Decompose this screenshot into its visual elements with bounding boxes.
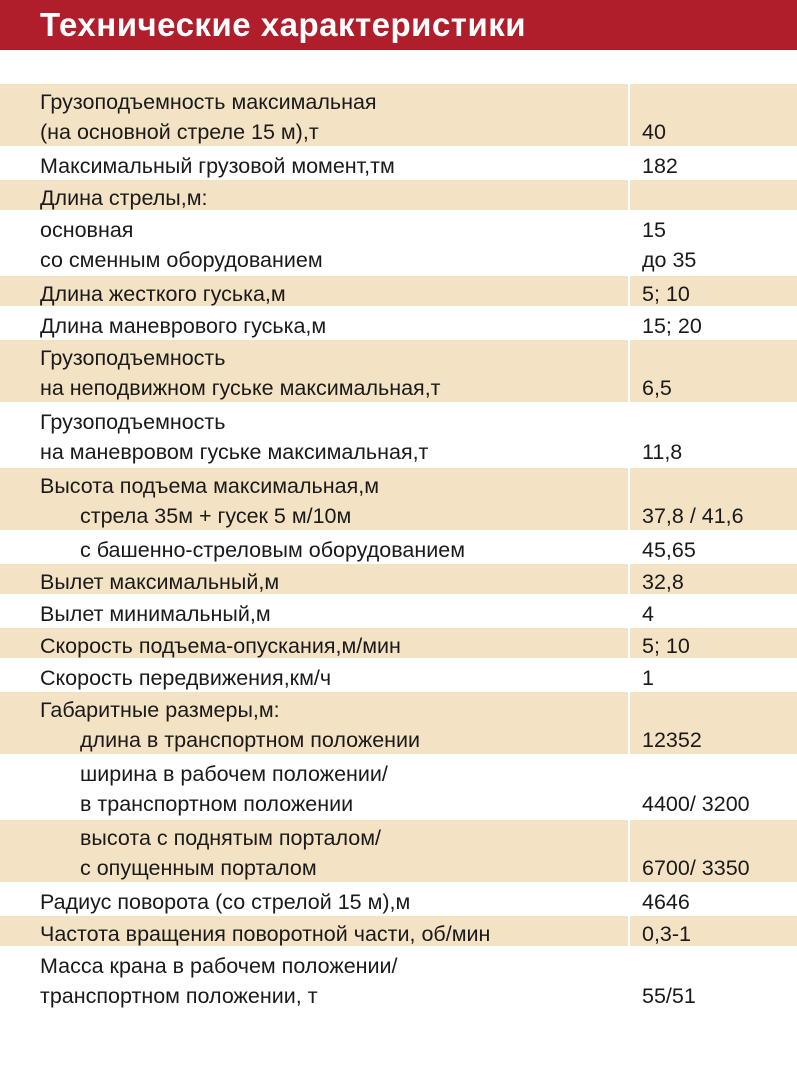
spec-value: 4646 bbox=[642, 890, 690, 914]
spec-label: (на основной стреле 15 м),т bbox=[40, 120, 319, 144]
spec-value: 15; 20 bbox=[642, 314, 702, 338]
header-spacer bbox=[0, 50, 797, 84]
column-divider bbox=[628, 564, 630, 594]
spec-row bbox=[0, 916, 797, 948]
column-divider bbox=[628, 340, 630, 402]
column-divider bbox=[628, 276, 630, 306]
spec-row bbox=[0, 276, 797, 308]
spec-row bbox=[0, 692, 797, 756]
spec-row bbox=[0, 308, 797, 340]
spec-label: на неподвижном гуське максимальная,т bbox=[40, 376, 441, 400]
column-divider bbox=[628, 948, 630, 1010]
spec-value: 4400/ 3200 bbox=[642, 792, 750, 816]
column-divider bbox=[628, 404, 630, 466]
column-divider bbox=[628, 916, 630, 946]
column-divider bbox=[628, 148, 630, 178]
column-divider bbox=[628, 820, 630, 882]
column-divider bbox=[628, 692, 630, 754]
spec-label: Грузоподъемность bbox=[40, 346, 226, 370]
spec-value: 6,5 bbox=[642, 376, 672, 400]
spec-label: на маневровом гуське максимальная,т bbox=[40, 440, 429, 464]
spec-row bbox=[0, 756, 797, 820]
spec-label: транспортном положении, т bbox=[40, 984, 318, 1008]
spec-label: ширина в рабочем положении/ bbox=[80, 762, 388, 786]
spec-row bbox=[0, 820, 797, 884]
spec-label: стрела 35м + гусек 5 м/10м bbox=[80, 504, 352, 528]
spec-label: Скорость подъема-опускания,м/мин bbox=[40, 634, 401, 658]
spec-row bbox=[0, 532, 797, 564]
column-divider bbox=[628, 468, 630, 530]
column-divider bbox=[628, 180, 630, 210]
spec-label: Высота подъема максимальная,м bbox=[40, 474, 379, 498]
spec-value: 182 bbox=[642, 154, 678, 178]
spec-value: 12352 bbox=[642, 728, 702, 752]
spec-row bbox=[0, 596, 797, 628]
spec-label: Габаритные размеры,м: bbox=[40, 698, 280, 722]
spec-label: Масса крана в рабочем положении/ bbox=[40, 954, 398, 978]
column-divider bbox=[628, 596, 630, 626]
spec-value: 1 bbox=[642, 666, 654, 690]
spec-label: со сменным оборудованием bbox=[40, 248, 323, 272]
spec-row bbox=[0, 148, 797, 180]
spec-label: с опущенным порталом bbox=[80, 856, 317, 880]
spec-value: 5; 10 bbox=[642, 282, 690, 306]
column-divider bbox=[628, 660, 630, 690]
spec-label: Длина маневрового гуська,м bbox=[40, 314, 327, 338]
spec-value: 32,8 bbox=[642, 570, 684, 594]
spec-label: Радиус поворота (со стрелой 15 м),м bbox=[40, 890, 411, 914]
spec-row bbox=[0, 404, 797, 468]
column-divider bbox=[628, 308, 630, 338]
spec-value: 45,65 bbox=[642, 538, 696, 562]
spec-label: с башенно-стреловым оборудованием bbox=[80, 538, 465, 562]
spec-label: высота с поднятым порталом/ bbox=[80, 826, 381, 850]
spec-label: Вылет максимальный,м bbox=[40, 570, 280, 594]
column-divider bbox=[628, 756, 630, 818]
spec-label: Длина стрелы,м: bbox=[40, 186, 208, 210]
spec-label: в транспортном положении bbox=[80, 792, 354, 816]
column-divider bbox=[628, 84, 630, 146]
spec-value: 5; 10 bbox=[642, 634, 690, 658]
spec-row bbox=[0, 564, 797, 596]
spec-row bbox=[0, 84, 797, 148]
spec-row bbox=[0, 660, 797, 692]
spec-label: Грузоподъемность максимальная bbox=[40, 90, 377, 114]
spec-value: 11,8 bbox=[642, 440, 683, 464]
spec-row bbox=[0, 884, 797, 916]
spec-value: 4 bbox=[642, 602, 654, 626]
spec-label: Длина жесткого гуська,м bbox=[40, 282, 286, 306]
spec-label: Скорость передвижения,км/ч bbox=[40, 666, 332, 690]
spec-label: Частота вращения поворотной части, об/мин bbox=[40, 922, 491, 946]
header-bar bbox=[0, 0, 797, 50]
spec-row bbox=[0, 948, 797, 1012]
spec-row bbox=[0, 468, 797, 532]
spec-row bbox=[0, 180, 797, 212]
spec-value: 0,3-1 bbox=[642, 922, 692, 946]
spec-label: Максимальный грузовой момент,тм bbox=[40, 154, 395, 178]
spec-value: 40 bbox=[642, 120, 666, 144]
spec-label: длина в транспортном положении bbox=[80, 728, 421, 752]
spec-label: Грузоподъемность bbox=[40, 410, 226, 434]
spec-row bbox=[0, 212, 797, 276]
column-divider bbox=[628, 884, 630, 914]
spec-value: 55/51 bbox=[642, 984, 696, 1008]
spec-value: 15 bbox=[642, 218, 666, 242]
spec-value: 37,8 / 41,6 bbox=[642, 504, 744, 528]
column-divider bbox=[628, 532, 630, 562]
column-divider bbox=[628, 212, 630, 274]
spec-label: Вылет минимальный,м bbox=[40, 602, 271, 626]
spec-label: основная bbox=[40, 218, 134, 242]
spec-row bbox=[0, 340, 797, 404]
spec-value: до 35 bbox=[642, 248, 697, 272]
column-divider bbox=[628, 628, 630, 658]
spec-table bbox=[0, 84, 797, 1012]
page-title: Технические характеристики bbox=[40, 6, 527, 43]
spec-row bbox=[0, 628, 797, 660]
spec-value: 6700/ 3350 bbox=[642, 856, 750, 880]
